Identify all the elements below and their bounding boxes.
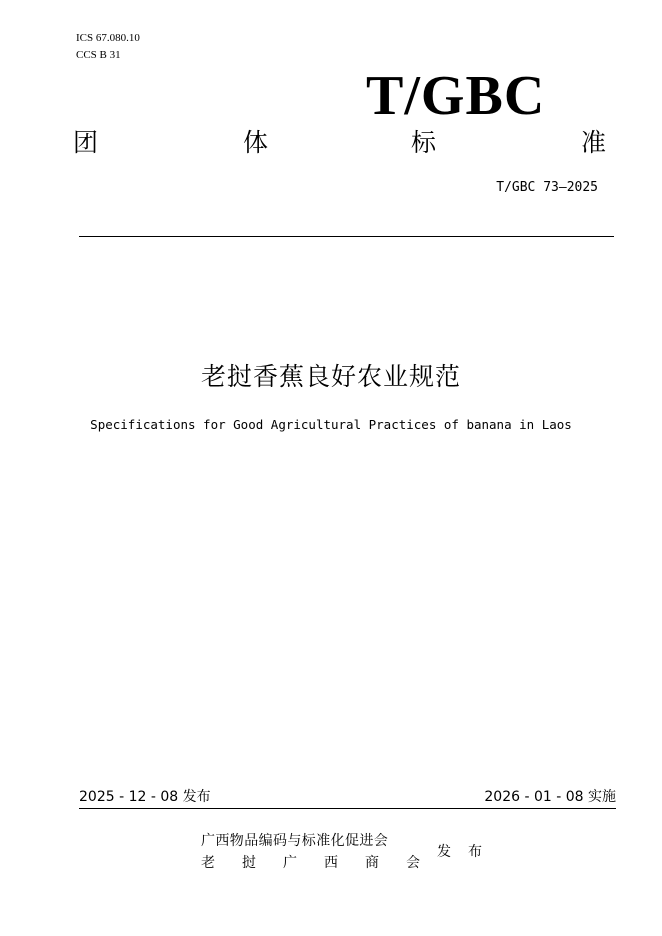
ccs-code: CCS B 31	[76, 49, 121, 61]
issuer-org-2-char: 西	[324, 855, 338, 871]
footer-divider	[79, 808, 616, 809]
publish-label-char: 布	[468, 844, 482, 860]
issuer-org-2	[201, 854, 420, 872]
issuer-org-2-char: 挝	[242, 855, 256, 871]
issuer-org-2-char: 商	[365, 855, 379, 871]
standard-type-char: 标	[411, 128, 437, 157]
standard-number: T/GBC 73—2025	[496, 180, 598, 195]
ics-code: ICS 67.080.10	[76, 32, 140, 44]
title-chinese: 老挝香蕉良好农业规范	[200, 362, 461, 391]
header-divider	[79, 236, 614, 237]
issuer-org-2-char: 广	[283, 855, 297, 871]
issuer-org-1: 广西物品编码与标准化促进会	[201, 833, 389, 849]
implementation-date: 2026 - 01 - 08 实施	[484, 789, 616, 805]
issuer-org-2-char: 会	[406, 855, 420, 871]
publish-label	[437, 843, 482, 861]
issuer-org-2-char: 老	[201, 855, 215, 871]
title-english: Specifications for Good Agricultural Practices of banana in Laos	[90, 417, 572, 432]
standard-logo: T/GBC	[366, 65, 546, 127]
publish-label-char: 发	[437, 844, 451, 860]
issue-date: 2025 - 12 - 08 发布	[79, 789, 211, 805]
standard-type-char: 体	[243, 128, 269, 157]
standard-type-char: 团	[73, 128, 99, 157]
standard-type-char: 准	[581, 128, 607, 157]
